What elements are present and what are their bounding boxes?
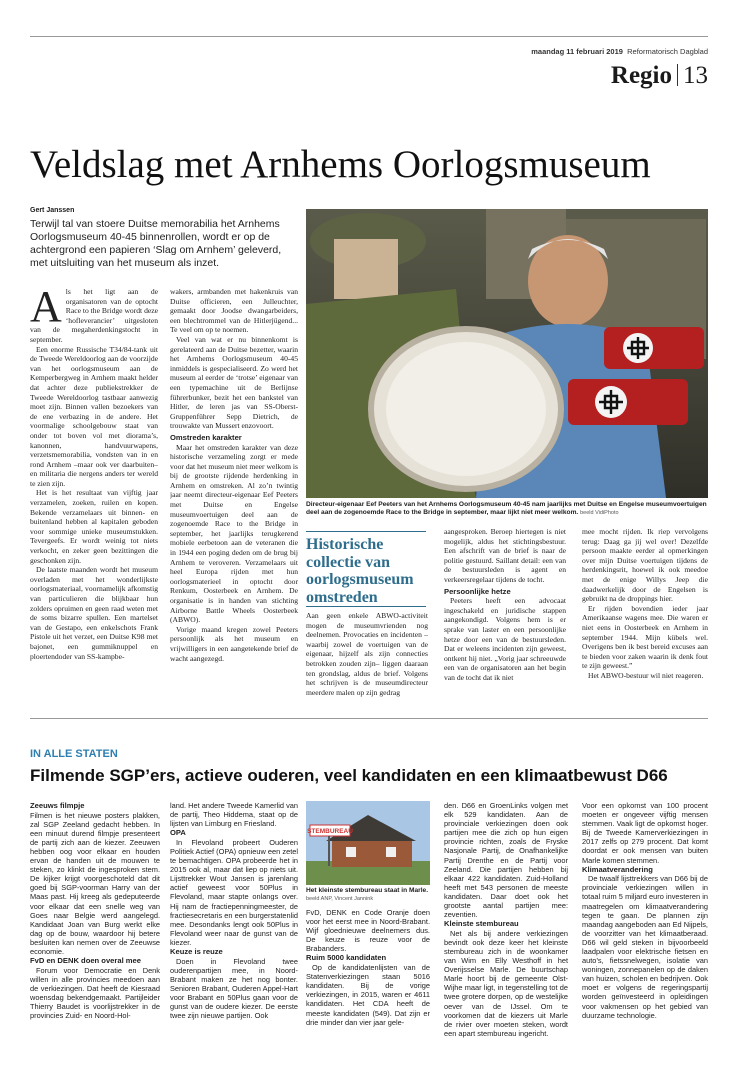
box-kicker: IN ALLE STATEN [30, 748, 118, 760]
main-photo [306, 209, 708, 498]
box-column-2: land. Het andere Tweede Kamerlid van de partij, Theo Hiddema, staat op de lijsten van Limburg en Friesland. OPA In Flevoland probeert Ouderen Politiek Actief (OPA) opnieuw een zetel te bemachtigen. OPA probeerde het in 2015 ook al, maar dat liep op niets uit. Lijsttrekker Wout Jansen is jarenlang actief geweest voor 50Plus in Flevoland, maar stapte onlangs over. Hij nam de fractiepenningmeester, de fractiesecretaris en een burgerstatenlid mee. Desondanks lengt ook 50Plus in Flevoland weer naar de gunst van de kiezer. Keuze is reuze Doen in Flevoland twee ouderenpartijen mee, in Noord-Brabant maken ze het nog bonter. Senioren Brabant, Ouderen Appel-Hart voor Brabant en 50Plus gaan voor de gunst van de oudere kiezer. De eerste twee zijn nieuwe partijen. Ook [170, 801, 298, 1021]
article-intro: Terwijl tal van stoere Duitse memorabilia het Arnhems Oorlogsmuseum 40-45 binnenrollen, wordt er op de achtergrond een papieren ‘Slag om Arnhem’ geleverd, met uitsluiting van het museum als inzet. [30, 218, 282, 269]
stembureau-credit: beeld ANP, Vincent Jannink [306, 896, 374, 903]
quote-rule-bottom [306, 606, 426, 607]
article-column-1: Als het ligt aan de organisatoren van de optocht Race to the Bridge wordt deze ‘hofleverancier’ uitgesloten van de megaherdenkingstocht in september. Een enorme Russische T34/84-tank uit de Tweede Wereldoorlog aan de voorzijde van het oorlogsmuseum aan de Kemperbergweg in Arnhem maakt helder dat achter deze publiekstrekker de Tweede Wereldoorlog tastbaar aanwezig moet zijn. Binnen vallen bezoekers van de ene verbazing in de andere. Het voormalige schoolgebouw staat van onder tot boven vol met diorama’s, kanonnen, handvuurwapens, verzetsmemorabilia, vondsten van in en rond Arnhem –maar ook ver daarbuiten– en militaria die nergens anders ter wereld te zien zijn. Het is het resultaat van vijftig jaar verzamelen, zoeken, ruilen en kopen. Bekende verzamelaars uit binnen- en buitenland hebben al kapitalen geboden voor sommige unieke museumstukken. Tevergeefs. Er wordt weinig tot niets verkocht, en zeker geen bezittingen die geschonken zijn. De laatste maanden wordt het museum overladen met het wonderlijkste oorlogsmateriaal, voornamelijk afkomstig van particulieren die blijkbaar hun zolders opruimen en geen raad weten met de soms bizarre spullen. Een martelset van de Gestapo, een enkelschots Frank Pistole uit het verzet, een Duitse K98 met bajonet, een gummiknuppel en ploertendoder van SS-kampbe- [30, 287, 158, 661]
edition-line: maandag 11 februari 2019 Reformatorisch Dagblad [531, 47, 708, 56]
top-rule [30, 36, 708, 37]
stembureau-sign: STEMBUREAU [307, 828, 353, 835]
subhead-omstreden: Omstreden karakter [170, 432, 242, 442]
subhead-persoonlijke-hetze: Persoonlijke hetze [444, 586, 511, 596]
article-column-2: wakers, armbanden met hakenkruis van Duitse officieren, een Julleuchter, gemaakt door Joodse dwangarbeiders, een blechtrommel van de Hitlerjügend... Te veel om op te noemen. Veel van wat er nu binnenkomt is gerelateerd aan de Duitse bezetter, waarin het Arnhems Oorlogsmuseum 40-45 inmiddels is gespecialiseerd. Zo werd het museum al eerder de ‘trotse’ eigenaar van een typemachine uit de Berlijnse führerbunker, bezit het een bankstel van Hitler, de leren jas van SS-Oberst-Gruppenführer Sepp Dietrich, de trouwakte van Mussert enzovoort. Omstreden karakter Maar het omstreden karakter van deze historische verzameling zorgt er mede voor dat het museum niet meer welkom is bij de grootste rijdende herdenking in Arnhem en omstreken. Al zo’n twintig jaar neemt directeur-eigenaar Eef Peeters met Duitse en Engelse museumvoertuigen deel aan de zogenoemde Race to the Bridge in september, het jaarlijks terugkerend mobiele eerbetoon aan de veteranen die in 1944 een poging deden om de brug bij Arnhem te veroveren. Verzamelaars uit heel Europa rijden met hun oorlogsmaterieel in optocht door Renkum, Oosterbeek en Arnhem. De organisatie is in handen van stichting Airborne Battle Wheels Oosterbeek (ABWO). Vorige maand kregen zowel Peeters persoonlijk als het museum en vrijwilligers in een aangetekende brief de wacht aangezegd. [170, 287, 298, 663]
box-column-4: den. D66 en GroenLinks volgen met elk 529 kandidaten. Aan de provinciale verkiezingen doen ook partijen mee die zich op hun eigen provincie richten, zoals de Fryske Nasjonale Partij, de Onafhankelijke Partij Drenthe en de Partij voor Zeeland. Die partijen hebben bij elkaar 422 kandidaten. Zuid-Holland heeft met 543 personen de meeste kandidaten. Daar doet ook het grootste aantal partijen mee: zeventien. Kleinste stembureau Net als bij andere verkiezingen bevindt ook deze keer het kleinste stembureau zich in de woonkamer van Wim en Elly Westhoff in het Overijsselse Marle. De buurtschap Marle hoort bij de gemeente Olst-Wijhe maar ligt, in tegenstelling tot de twee grotere dorpen, op de westelijke oever van de IJssel. Om te voorkomen dat de kiezers uit Marle de rivier over moeten steken, wordt een apart stembureau ingericht. [444, 801, 568, 1038]
section-name: Regio [610, 62, 672, 89]
box-column-3: FvD, DENK en Code Oranje doen voor het eerst mee in Noord-Brabant. Wijf gloednieuwe deelnemers dus. De keuze is reuze voor de Brabanders. Ruim 5000 kandidaten Op de kandidatenlijsten van de Statenverkiezingen staan 5016 kandidaten. Bij de vorige verkiezingen, in 2015, waren er 4611 kandidaten. Het CDA heeft de meeste kandidaten (549). Dat zijn er drie minder dan vier jaar gele- [306, 908, 430, 1027]
page-number: 13 [683, 62, 708, 89]
section-header [611, 62, 708, 90]
box-column-5: Voor een opkomst van 100 procent moeten er ongeveer vijftig mensen stemmen. Vaak ligt de opkomst hoger. Bij de Tweede Kamerverkiezingen in 2017 zelfs op 279 procent. Dat komt doordat er ook mensen van buiten Marle komen stemmen. Klimaatverandering De twaalf lijsttrekkers van D66 bij de provinciale verkiezingen willen in totaal ruim 5 miljard euro investeren in maatregelen om klimaatverandering tegen te gaan. De plannen zijn maandag aangeboden aan Ed Nijpels, de voorzitter van het klimaatberaad. D66 wil geld steken in bijvoorbeeld laadpalen voor elektrische fietsen en auto’s, fietssnelwegen, isolatie van woningen, zonnepanelen op de daken van huizen, scholen en bedrijven. Ook moet er volgens de regeringspartij worden geïnvesteerd in opleidingen voor vakmensen op het gebied van duurzame technologie. [582, 801, 708, 1020]
stembureau-caption: Het kleinste stembureau staat in Marle. beeld ANP, Vincent Jannink [306, 887, 429, 903]
article-headline: Veldslag met Arnhems Oorlogsmuseum [30, 143, 651, 186]
stembureau-photo [306, 801, 430, 885]
article-column-3: Aan geen enkele ABWO-activiteit mogen de museumvrienden nog deelnemen. Provocaties en incidenten –waarbij zowel de voertuigen van de eigenaar, hijzelf als zijn connecties betrokken zouden zijn– liggen daaraan ten grondslag, aldus de brief. Volgens het schrijven is de museumdirecteur meerdere malen op zijn gedrag [306, 611, 428, 697]
article-column-4: aangesproken. Beroep hiertegen is niet mogelijk, aldus het stichtingsbestuur. Een afschrift van de brief is naar de politie gestuurd. Saillant detail: een van de bestuursleden is agent en verkeersregelaar tijdens de tocht. Persoonlijke hetze Peeters heeft een advocaat ingeschakeld en juridische stappen aangekondigd. Volgens hem is er sprake van laster en een persoonlijke hetze door een van de bestuursleden. Dat er weleens incidenten zijn geweest, ontkent hij niet. „Vorig jaar schreeuwde een van de organisatoren aan het begin van de tocht dat ik niet [444, 527, 566, 682]
pull-quote: Historische collectie van oorlogsmuseum omstreden [306, 536, 414, 606]
box-column-1: Zeeuws filmpje Filmen is het nieuwe posters plakken, zal SGP Zeeland gedacht hebben. In een minuut durend filmpje presenteert de partij zich aan de kiezer. Zeeuwen hebben oog voor elkaar en houden ervan de handen uit de mouwen te steken, zo klinkt de ingesproken stem. De kijker krijgt voorgeschoteld dat dit goed bij SGP-voorman Harry van der Maas past. Hij kreeg als gedeputeerde voor elkaar dat een snelle weg van Goes naar Belgie werd aangelegd. Kandidaat Joan van Burg werkt elke dag op de bouw, waardoor hij betere besluiten kan nemen over de Zeeuwse economie. FvD en DENK doen overal mee Forum voor Democratie en Denk willen in alle provincies meedoen aan de verkiezingen. Dat heeft de Kiesraad woensdag bekendgemaakt. Partijleider Thierry Baudet is voorlijstrekker in de provincies Zuid- en Noord-Hol- [30, 801, 160, 1021]
stembureau-illustration [306, 801, 430, 885]
byline: Gert Janssen [30, 207, 75, 214]
drop-cap: A [30, 287, 62, 331]
main-photo-caption: Directeur-eigenaar Eef Peeters van het Arnhems Oorlogsmuseum 40-45 nam jaarlijks met Duitse en Engelse museumvoertuigen deel aan de zogenoemde Race to the Bridge in september, maar lijkt niet meer welkom. beeld VidiPhoto [306, 501, 707, 517]
box-rule [30, 718, 708, 719]
photo-credit: beeld VidiPhoto [580, 510, 619, 517]
quote-rule-top [306, 531, 426, 532]
photo-illustration [306, 209, 708, 498]
article-column-5: mee mocht rijden. Ik riep vervolgens terug: Daag ga jij wel over! Dezelfde persoon maakte eerder al opmerkingen over mijn Duitse voertuigen tijdens de herdenkingsrit, hoewel ik ook meedoe met de enige Willys Jeep die daadwerkelijk door de Engelsen is gebruikt na de droppings hier. Er rijden bovendien ieder jaar Amerikaanse wagens mee. Die waren er niet eens in Oosterbeek en Arnhem in september 1944. Mijn kübels wel. Overigens ben ik best bereid excuses aan te bieden voor zaken waarin ik denk fout te zijn geweest.” Het ABWO-bestuur wil niet reageren. [582, 527, 708, 680]
box-headline: Filmende SGP’ers, actieve ouderen, veel kandidaten en een klimaatbewust D66 [30, 766, 668, 785]
